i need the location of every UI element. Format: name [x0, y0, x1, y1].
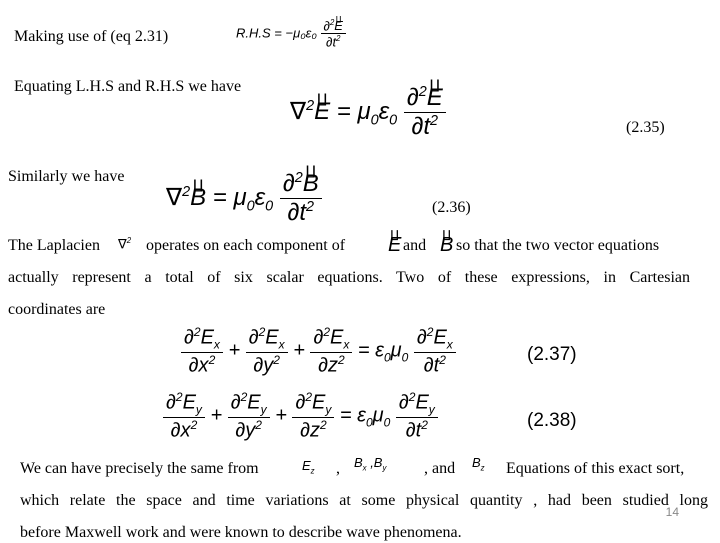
paragraph-line-4: before Maxwell work and were known to describe wave phenomena. [20, 524, 462, 541]
page-number: 14 [665, 505, 679, 519]
paragraph-line-1: actually represent a total of six scalar equations. Two of these expressions, in Cartesian [8, 269, 690, 286]
equations-exact-text: Equations of this exact sort, [506, 460, 685, 477]
vector-b: ∐ B [440, 234, 453, 257]
equation-number-2-38: (2.38) [527, 410, 577, 431]
rhs-equation: R.H.S = −μ₀ε₀ $\frac{\partial^2∐ E}{\partial t^2}$ [236, 18, 346, 50]
similarly-line: Similarly we have [8, 168, 125, 185]
equation-2-36: ∇$^2$∐ $B = \mu_0\varepsilon_0$ $\frac{\partial^2∐ B}{\partial t^2}$ [166, 170, 322, 227]
rhs-label: R.H.S = −μ₀ε₀ [236, 25, 317, 41]
vector-e: ∐ E [388, 234, 401, 257]
symbol-bx-by: $B_x$ $,B_y$ [354, 455, 387, 473]
comma-1: , [336, 460, 340, 477]
paragraph-line-3: which relate the space and time variations at some physical quantity , had been studied long [20, 492, 708, 509]
paragraph-line-2: coordinates are [8, 301, 106, 318]
symbol-bz: $B_z$ [472, 455, 485, 473]
equation-2-37: $\frac{\partial^2E_x}{\partial x^2}$ + $\frac{\partial^2E_x}{\partial y^2}$ + $\frac{\partial^2E_x}{\partial z^2}$ = $\varepsilon_0\mu_0$ $\frac{\partial^2E_x}{\partial t^2}$ [181, 325, 456, 377]
laplacian-symbol: ∇$^2$ [118, 236, 132, 252]
equating-line: Equating L.H.S and R.H.S we have [14, 78, 242, 95]
symbol-ez: $E_z$ [302, 458, 315, 476]
equation-number-2-37: (2.37) [527, 344, 577, 365]
operates-text: operates on each component of [146, 237, 346, 254]
and-text-2: , and [424, 460, 456, 477]
equation-2-38: $\frac{\partial^2E_y}{\partial x^2}$ + $\frac{\partial^2E_y}{\partial y^2}$ + $\frac{\partial^2E_y}{\partial z^2}$ = $\varepsilon_0\mu_0$ $\frac{\partial^2E_y}{\partial t^2}$ [163, 390, 438, 442]
equation-number-2-36: (2.36) [432, 199, 471, 216]
intro-line: Making use of (eq 2.31) [14, 28, 169, 45]
equation-number-2-35: (2.35) [626, 119, 665, 136]
same-form-text: We can have precisely the same from [20, 460, 259, 477]
and-text: and [403, 237, 427, 254]
equation-2-35: ∇$^2$∐ $E = \mu_0\varepsilon_0$ $\frac{\partial^2∐ E}{\partial t^2}$ [290, 84, 446, 141]
so-that-text: so that the two vector equations [456, 237, 660, 254]
laplacien-text: The Laplacien [8, 237, 100, 254]
